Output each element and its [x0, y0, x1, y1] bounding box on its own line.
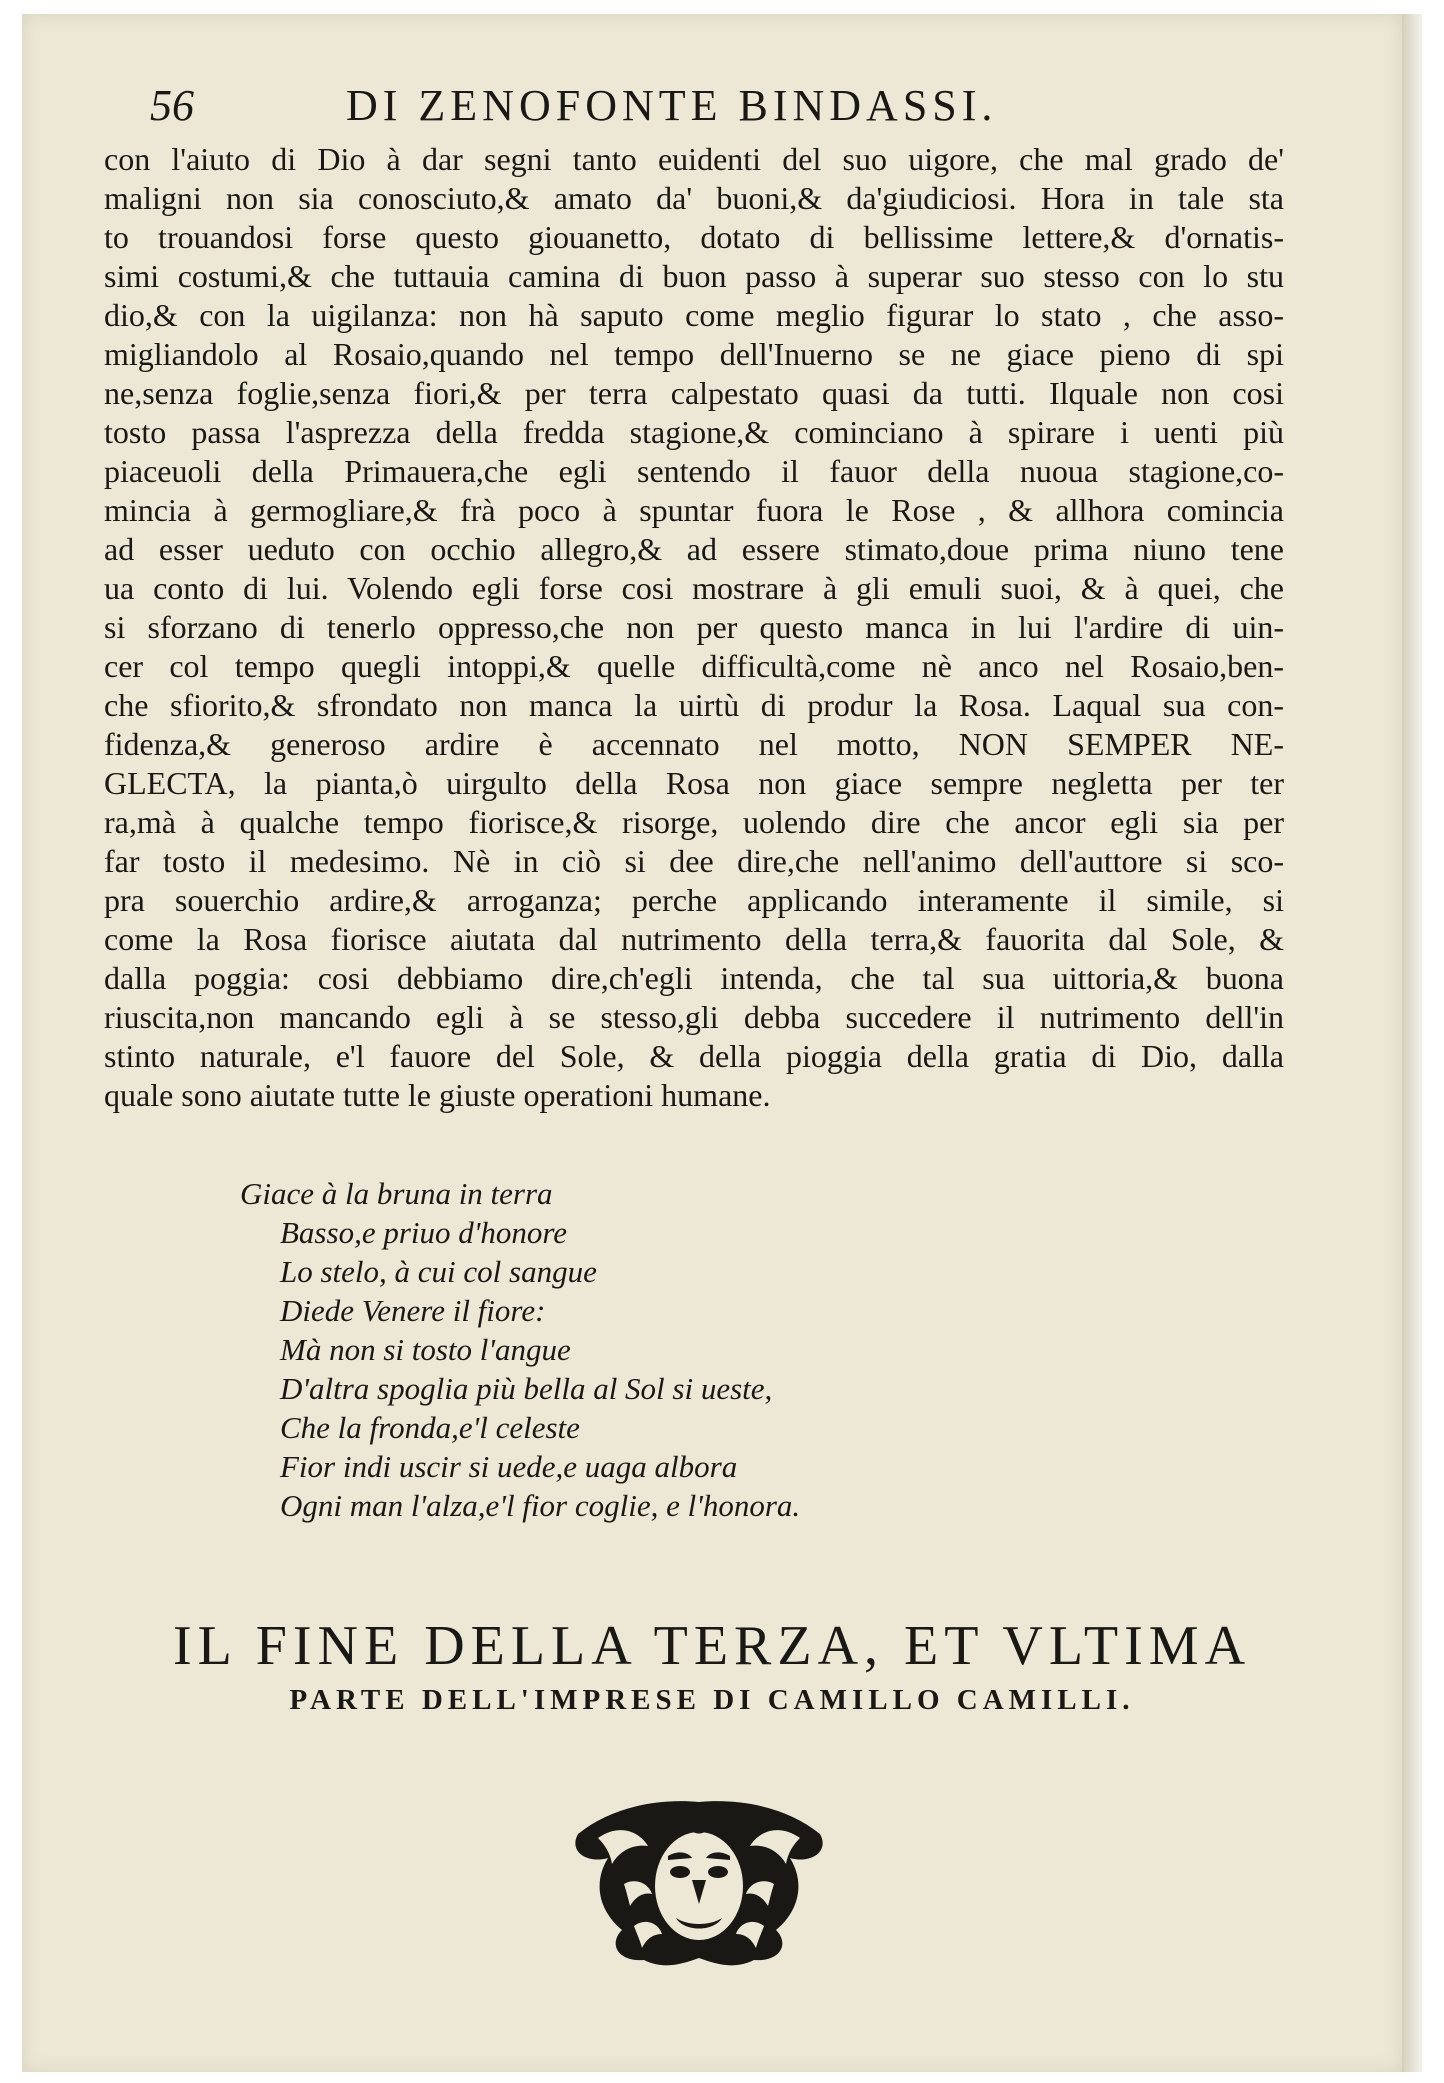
body-line: ne,senza foglie,senza fiori,& per terra calpestato quasi da tutti. Ilquale non cosi [104, 375, 1284, 411]
body-line: mincia à germogliare,& frà poco à spuntar fuora le Rose , & allhora comincia [104, 492, 1284, 528]
body-line: to trouandosi forse questo giouanetto, dotato di bellissime lettere,& d'ornatis- [104, 219, 1284, 255]
body-line: simi costumi,& che tuttauia camina di buon passo à superar suo stesso con lo stu [104, 258, 1284, 294]
body-line: riuscita,non mancando egli à se stesso,gli debba succedere il nutrimento dell'in [104, 999, 1284, 1035]
page-number: 56 [150, 81, 194, 130]
body-line: far tosto il medesimo. Nè in ciò si dee dire,che nell'animo dell'auttore si sco- [104, 843, 1284, 879]
poem-line: D'altra spoglia più bella al Sol si ueste, [280, 1371, 773, 1406]
body-line: con l'aiuto di Dio à dar segni tanto euidenti del suo uigore, che mal grado de' [104, 141, 1284, 177]
body-line: cer col tempo quegli intoppi,& quelle difficultà,come nè anco nel Rosaio,ben- [104, 648, 1284, 684]
body-line: che sfiorito,& sfrondato non manca la uirtù di produr la Rosa. Laqual sua con- [104, 687, 1284, 723]
running-head [150, 74, 1300, 134]
book-page [22, 14, 1402, 2072]
grotesque-mask-ornament [564, 1794, 834, 1969]
body-line: stinto naturale, e'l fauore del Sole, & della pioggia della gratia di Dio, dalla [104, 1038, 1284, 1074]
body-line: migliandolo al Rosaio,quando nel tempo dell'Inuerno se ne giace pieno di spi [104, 336, 1284, 372]
poem-line: Lo stelo, à cui col sangue [280, 1254, 597, 1289]
poem-line: Mà non si tosto l'angue [280, 1332, 571, 1367]
poem-line: Diede Venere il fiore: [280, 1293, 546, 1328]
body-line: ua conto di lui. Volendo egli forse cosi mostrare à gli emuli suoi, & à quei, che [104, 570, 1284, 606]
poem-line: Fior indi uscir si uede,e uaga albora [280, 1449, 738, 1484]
closing-subtitle: PARTE DELL'IMPRESE DI CAMILLO CAMILLI. [289, 1684, 1135, 1716]
body-line: pra souerchio ardire,& arroganza; perche applicando interamente il simile, si [104, 882, 1284, 918]
body-line: ra,mà à qualche tempo fiorisce,& risorge, uolendo dire che ancor egli sia per [104, 804, 1284, 840]
poem-line: Giace à la bruna in terra [240, 1176, 553, 1211]
poem-line: Ogni man l'alza,e'l fior coglie, e l'honora. [280, 1488, 801, 1523]
body-line: si sforzano di tenerlo oppresso,che non per questo manca in lui l'ardire di uin- [104, 609, 1284, 645]
closing-title: IL FINE DELLA TERZA, ET VLTIMA [172, 1615, 1252, 1677]
body-line: fidenza,& generoso ardire è accennato nel motto, NON SEMPER NE- [104, 726, 1284, 762]
poem-line: Basso,e priuo d'honore [280, 1215, 568, 1250]
running-title: DI ZENOFONTE BINDASSI. [346, 81, 998, 130]
body-line: maligni non sia conosciuto,& amato da' buoni,& da'giudiciosi. Hora in tale sta [104, 180, 1284, 216]
poem [240, 1174, 1040, 1525]
poem-line: Che la fronda,e'l celeste [280, 1410, 580, 1445]
body-line: come la Rosa fiorisce aiutata dal nutrimento della terra,& fauorita dal Sole, & [104, 921, 1284, 957]
body-line: ad esser ueduto con occhio allegro,& ad essere stimato,doue prima niuno tene [104, 531, 1284, 567]
body-line: piaceuoli della Primauera,che egli sentendo il fauor della nuoua stagione,co- [104, 453, 1284, 489]
body-line: quale sono aiutate tutte le giuste operationi humane. [104, 1077, 771, 1113]
body-text [104, 140, 1284, 1115]
body-line: dalla poggia: cosi debbiamo dire,ch'egli intenda, che tal sua uittoria,& buona [104, 960, 1284, 996]
body-line: GLECTA, la pianta,ò uirgulto della Rosa non giace sempre negletta per ter [104, 765, 1284, 801]
body-line: tosto passa l'asprezza della fredda stagione,& cominciano à spirare i uenti più [104, 414, 1284, 450]
body-line: dio,& con la uigilanza: non hà saputo come meglio figurar lo stato , che asso- [104, 297, 1284, 333]
